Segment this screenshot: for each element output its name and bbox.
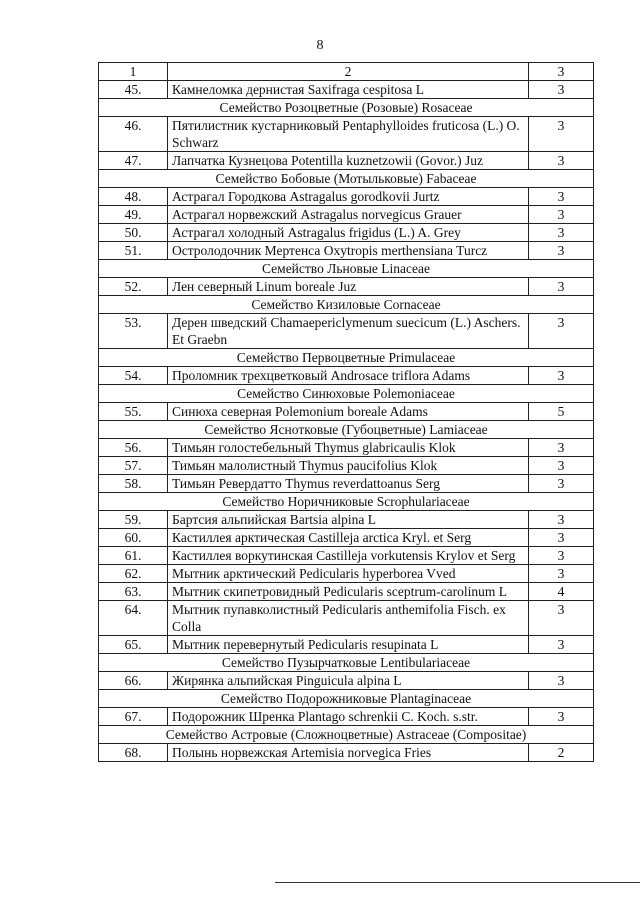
species-name: Подорожник Шренка Plantago schrenkii C. Koch. s.str. [168,708,529,726]
family-name: Семейство Синюховые Polemoniaceae [99,385,594,403]
species-name: Астрагал холодный Astragalus frigidus (L.) A. Grey [168,224,529,242]
page-number: 8 [316,38,324,53]
header-col-3: 3 [529,63,594,81]
species-name: Лапчатка Кузнецова Potentilla kuznetzowii (Govor.) Juz [168,152,529,170]
table-row [99,511,594,529]
species-name: Лен северный Linum boreale Juz [168,278,529,296]
species-name: Кастиллея воркутинская Castilleja vorkutensis Krylov et Serg [168,547,529,565]
table-row [99,152,594,170]
family-row [99,296,594,314]
species-name: Тимьян голостебельный Thymus glabricaulis Klok [168,439,529,457]
family-row [99,385,594,403]
species-name: Камнеломка дернистая Saxifraga cespitosa L [168,81,529,99]
table-row [99,224,594,242]
category-value: 3 [529,547,594,565]
family-row [99,99,594,117]
species-number: 58. [99,475,168,493]
species-number: 68. [99,744,168,762]
family-name: Семейство Яснотковые (Губоцветные) Lamiaceae [99,421,594,439]
species-number: 66. [99,672,168,690]
family-name: Семейство Розоцветные (Розовые) Rosaceae [99,99,594,117]
species-name: Бартсия альпийская Bartsia alpina L [168,511,529,529]
table-row [99,672,594,690]
species-number: 60. [99,529,168,547]
table-row [99,117,594,152]
family-name: Семейство Подорожниковые Plantaginaceae [99,690,594,708]
species-name: Мытник арктический Pedicularis hyperborea Vved [168,565,529,583]
species-name: Синюха северная Polemonium boreale Adams [168,403,529,421]
family-name: Семейство Пузырчатковые Lentibulariaceae [99,654,594,672]
species-number: 47. [99,152,168,170]
species-name: Тимьян Ревердатто Thymus reverdattoanus Serg [168,475,529,493]
family-row [99,170,594,188]
species-name: Полынь норвежская Artemisia norvegica Fries [168,744,529,762]
species-number: 63. [99,583,168,601]
table-row [99,565,594,583]
species-name: Мытник пупавколистный Pedicularis anthemifolia Fisch. ex Colla [168,601,529,636]
category-value: 3 [529,117,594,152]
category-value: 3 [529,708,594,726]
species-number: 59. [99,511,168,529]
category-value: 3 [529,439,594,457]
species-name: Дерен шведский Chamaepericlymenum suecicum (L.) Aschers. Et Graebn [168,314,529,349]
table-row [99,529,594,547]
table-body [99,81,594,762]
family-row [99,726,594,744]
species-number: 67. [99,708,168,726]
table-row [99,403,594,421]
category-value: 5 [529,403,594,421]
species-number: 54. [99,367,168,385]
category-value: 3 [529,242,594,260]
table-row [99,636,594,654]
table-row [99,601,594,636]
family-name: Семейство Бобовые (Мотыльковые) Fabaceae [99,170,594,188]
species-name: Астрагал норвежский Astragalus norvegicus Grauer [168,206,529,224]
species-number: 55. [99,403,168,421]
species-number: 62. [99,565,168,583]
species-number: 52. [99,278,168,296]
category-value: 3 [529,475,594,493]
species-name: Мытник перевернутый Pedicularis resupinata L [168,636,529,654]
family-name: Семейство Кизиловые Cornaceae [99,296,594,314]
family-row [99,654,594,672]
table-row [99,206,594,224]
table-row [99,439,594,457]
family-name: Семейство Норичниковые Scrophulariaceae [99,493,594,511]
category-value: 3 [529,206,594,224]
species-name: Кастиллея арктическая Castilleja arctica Kryl. et Serg [168,529,529,547]
species-name: Проломник трехцветковый Androsace triflora Adams [168,367,529,385]
species-number: 53. [99,314,168,349]
species-number: 56. [99,439,168,457]
category-value: 3 [529,529,594,547]
category-value: 3 [529,188,594,206]
species-number: 51. [99,242,168,260]
family-row [99,260,594,278]
species-number: 48. [99,188,168,206]
category-value: 3 [529,278,594,296]
category-value: 4 [529,583,594,601]
species-name: Астрагал Городкова Astragalus gorodkovii Jurtz [168,188,529,206]
category-value: 3 [529,457,594,475]
family-row [99,349,594,367]
header-col-1: 1 [99,63,168,81]
species-table [98,62,594,762]
table-row [99,367,594,385]
family-name: Семейство Первоцветные Primulaceae [99,349,594,367]
category-value: 3 [529,314,594,349]
species-number: 57. [99,457,168,475]
table-row [99,314,594,349]
table-row [99,475,594,493]
table-row [99,81,594,99]
species-name: Пятилистник кустарниковый Pentaphylloides fruticosa (L.) O. Schwarz [168,117,529,152]
family-row [99,421,594,439]
category-value: 3 [529,224,594,242]
table-row [99,744,594,762]
table-header-row [99,63,594,81]
family-row [99,690,594,708]
category-value: 3 [529,601,594,636]
category-value: 3 [529,636,594,654]
family-name: Семейство Астровые (Сложноцветные) Astraceae (Compositae) [99,726,594,744]
table-row [99,278,594,296]
species-name: Жирянка альпийская Pinguicula alpina L [168,672,529,690]
species-number: 61. [99,547,168,565]
species-name: Мытник скипетровидный Pedicularis sceptrum-carolinum L [168,583,529,601]
category-value: 3 [529,152,594,170]
category-value: 3 [529,672,594,690]
species-name: Остролодочник Мертенса Oxytropis merthensiana Turcz [168,242,529,260]
table-row [99,188,594,206]
species-number: 45. [99,81,168,99]
species-number: 46. [99,117,168,152]
species-number: 64. [99,601,168,636]
species-name: Тимьян малолистный Thymus paucifolius Klok [168,457,529,475]
table-row [99,242,594,260]
species-number: 65. [99,636,168,654]
table-row [99,547,594,565]
category-value: 3 [529,367,594,385]
species-number: 50. [99,224,168,242]
footer-rule [275,882,640,883]
species-number: 49. [99,206,168,224]
category-value: 3 [529,565,594,583]
family-row [99,493,594,511]
table-row [99,457,594,475]
family-name: Семейство Льновые Linaceae [99,260,594,278]
category-value: 3 [529,511,594,529]
category-value: 2 [529,744,594,762]
table-row [99,583,594,601]
table-row [99,708,594,726]
header-col-2: 2 [168,63,529,81]
category-value: 3 [529,81,594,99]
